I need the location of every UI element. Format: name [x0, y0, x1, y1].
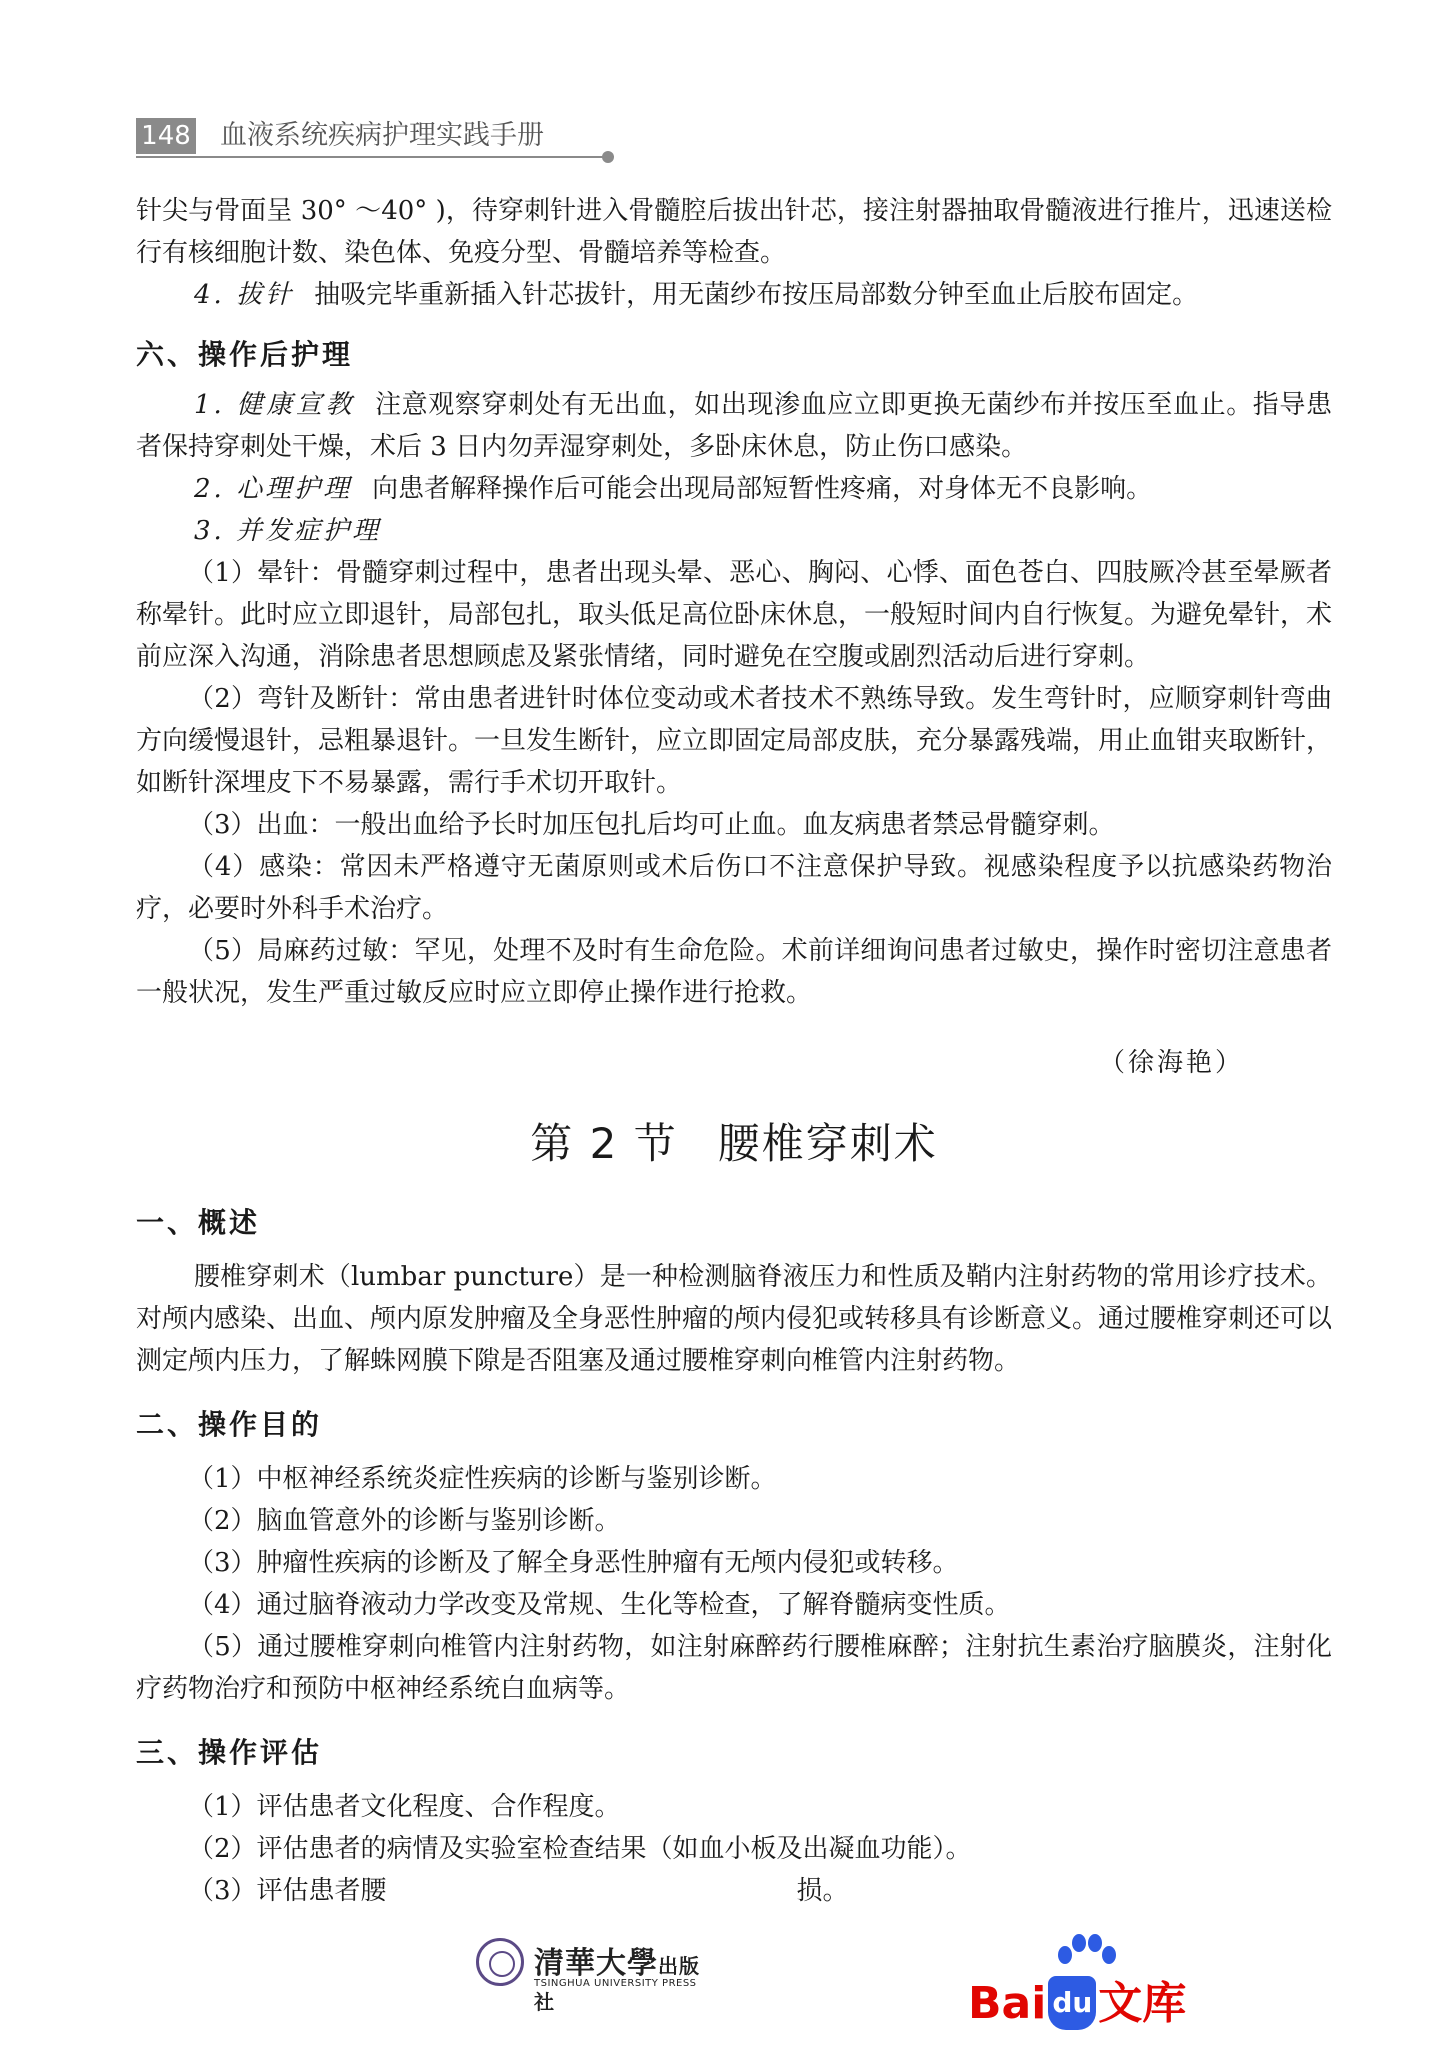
section-heading-purpose: 二、操作目的	[136, 1408, 323, 1441]
complication-item: （4）感染：常因未严格遵守无菌原则或术后伤口不注意保护导致。视感染程度予以抗感染药物治疗，必要时外科手术治疗。	[136, 852, 1332, 924]
assessment-item-3-start: （3）评估患者腰	[188, 1876, 387, 1906]
psych-care-paragraph	[136, 468, 1332, 510]
press-name: 清華大學出版社	[534, 1946, 700, 2014]
page-header	[136, 118, 616, 158]
author-credit: （徐海艳）	[1098, 1048, 1244, 1078]
health-education-paragraph	[136, 384, 1332, 468]
page-body	[136, 190, 1332, 1912]
section-name: 腰椎穿刺术	[717, 1119, 938, 1168]
purpose-item: （5）通过腰椎穿刺向椎管内注射药物，如注射麻醉药行腰椎麻醉；注射抗生素治疗脑膜炎，注射化疗药物治疗和预防中枢神经系统白血病等。	[136, 1632, 1332, 1704]
health-education-label: 1. 健康宣教	[194, 390, 356, 420]
complication-care-heading	[136, 510, 1332, 552]
complication-item: （2）弯针及断针：常由患者进针时体位变动或术者技术不熟练导致。发生弯针时，应顺穿刺针弯曲方向缓慢退针，忌粗暴退针。一旦发生断针，应立即固定局部皮肤，充分暴露残端，用止血钳夹取断针，如断针深埋皮下不易暴露，需行手术切开取针。	[136, 684, 1333, 798]
assessment-item: （1）评估患者文化程度、合作程度。	[188, 1792, 621, 1822]
section-title	[136, 1114, 1332, 1174]
baidu-wordmark: Bai du 文库	[968, 1978, 1187, 2029]
section-heading-overview: 一、概述	[136, 1206, 261, 1239]
header-rule-dot	[602, 151, 614, 163]
purpose-item: （3）肿瘤性疾病的诊断及了解全身恶性肿瘤有无颅内侵犯或转移。	[188, 1548, 959, 1578]
paw-icon	[1052, 1932, 1112, 1972]
psych-care-label: 2. 心理护理	[194, 474, 353, 504]
purpose-item: （1）中枢神经系统炎症性疾病的诊断与鉴别诊断。	[188, 1464, 777, 1494]
assessment-item: （2）评估患者的病情及实验室检查结果（如血小板及出凝血功能）。	[188, 1834, 972, 1864]
press-english-name: TSINGHUA UNIVERSITY PRESS	[534, 1978, 697, 1989]
complication-care-label: 3. 并发症护理	[194, 516, 382, 546]
paragraph-continued: 针尖与骨面呈 30° ～40° )，待穿刺针进入骨髓腔后拔出针芯，接注射器抽取骨髓液进行推片，迅速送检行有核细胞计数、染色体、免疫分型、骨髓培养等检查。	[136, 196, 1332, 268]
baidu-wenku-watermark	[968, 1932, 1208, 2032]
purpose-item: （4）通过脑脊液动力学改变及常规、生化等检查，了解脊髓病变性质。	[188, 1590, 1011, 1620]
section-heading-assessment: 三、操作评估	[136, 1736, 323, 1769]
health-education-text: 注意观察穿刺处有无出血，如出现渗血应立即更换无菌纱布并按压至血止。指导患者保持穿刺处干燥，术后 3 日内勿弄湿穿刺处，多卧床休息，防止伤口感染。	[136, 390, 1332, 462]
step-4-text: 抽吸完毕重新插入针芯拔针，用无菌纱布按压局部数分钟至血止后胶布固定。	[314, 280, 1199, 310]
psych-care-text: 向患者解释操作后可能会出现局部短暂性疼痛，对身体无不良影响。	[372, 474, 1153, 504]
complication-item: （3）出血：一般出血给予长时加压包扎后均可止血。血友病患者禁忌骨髓穿刺。	[188, 810, 1115, 840]
press-seal-icon	[476, 1938, 524, 1986]
assessment-item-3-end: 损。	[796, 1876, 849, 1906]
header-rule	[136, 156, 608, 158]
tsinghua-press-logo	[476, 1936, 716, 2014]
section-heading-post-care: 六、操作后护理	[136, 338, 354, 371]
assessment-item-partial	[136, 1870, 1332, 1912]
step-4-label: 4. 拔针	[194, 280, 295, 310]
running-header-title: 血液系统疾病护理实践手册	[220, 120, 544, 151]
complication-item: （5）局麻药过敏：罕见，处理不及时有生命危险。术前详细询问患者过敏史，操作时密切注意患者一般状况，发生严重过敏反应时应立即停止操作进行抢救。	[136, 936, 1332, 1008]
overview-paragraph: 腰椎穿刺术（lumbar puncture）是一种检测脑脊液压力和性质及鞘内注射药物的常用诊疗技术。对颅内感染、出血、颅内原发肿瘤及全身恶性肿瘤的颅内侵犯或转移具有诊断意义。通过腰椎穿刺还可以测定颅内压力，了解蛛网膜下隙是否阻塞及通过腰椎穿刺向椎管内注射药物。	[136, 1262, 1333, 1376]
purpose-item: （2）脑血管意外的诊断与鉴别诊断。	[188, 1506, 621, 1536]
complication-item: （1）晕针：骨髓穿刺过程中，患者出现头晕、恶心、胸闷、心悸、面色苍白、四肢厥冷甚至晕厥者称晕针。此时应立即退针，局部包扎，取头低足高位卧床休息，一般短时间内自行恢复。为避免晕针，术前应深入沟通，消除患者思想顾虑及紧张情绪，同时避免在空腹或剧烈活动后进行穿刺。	[136, 558, 1333, 672]
step-4-paragraph	[136, 274, 1332, 316]
section-number: 第 2 节	[530, 1119, 678, 1168]
page-number: 148	[136, 118, 196, 154]
